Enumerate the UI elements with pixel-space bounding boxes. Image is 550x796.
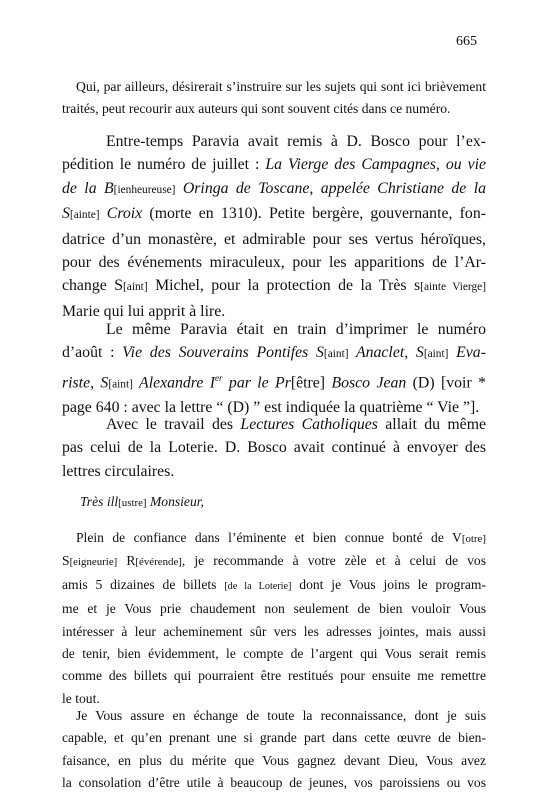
text-line: de tenir, bien évidemment, le compte de l’argent qui Vous serait remis [62, 646, 486, 662]
text-line [62, 202, 486, 227]
paragraph-loterie [62, 413, 486, 483]
text-line [62, 367, 486, 397]
intro-paragraph [62, 76, 486, 121]
editorial-expansion: [eigneurie] [69, 556, 118, 569]
text-run: amis 5 dizaines de billets [62, 576, 225, 592]
text-run: dont je Vous joins le program- [291, 576, 486, 592]
text-line: faisance, en plus du mérite que Vous gagnez devant Dieu, Vous avez [62, 752, 486, 768]
editorial-expansion: [être] [290, 374, 326, 392]
text-run: Avec le travail des [106, 416, 241, 433]
paragraph-juillet [62, 130, 486, 323]
book-title: Bosco Jean [325, 374, 407, 392]
text-line: capable, et qu’en prenant une si grande part dans cette œuvre de bien- [62, 730, 486, 746]
text-run: d’août : [62, 344, 123, 362]
page-number: 665 [456, 34, 477, 49]
book-title: Vie des Souverains Pontifes S [122, 344, 324, 362]
text-run: allait du même [377, 416, 486, 433]
editorial-expansion: [ienheureuse] [113, 183, 176, 196]
letter-salutation [80, 491, 380, 514]
text-line: Entre-temps Paravia avait remis à D. Bosco pour l’ex- [106, 133, 486, 150]
editorial-expansion: [ainte Vierge] [420, 281, 487, 294]
editorial-expansion: [otre] [461, 533, 486, 545]
text-line: le tout. [62, 690, 100, 706]
text-line: pas celui de la Loterie. D. Bosco avait continué à envoyer des [62, 439, 486, 457]
text-run: change S [62, 277, 123, 295]
editorial-expansion: [évérende] [135, 556, 182, 569]
text-line: traités, peut recourir aux auteurs qui sont souvent cités dans ce numéro. [62, 101, 451, 117]
text-line: comme des billets qui pourraient être restitués pour ensuite me remettre [62, 668, 486, 684]
text-run: (morte en 1310). Petite bergère, gouvernante, fon- [142, 205, 486, 223]
book-title: La Vierge des Campagnes, ou vie [265, 156, 486, 174]
book-title: riste, S [62, 374, 109, 392]
text-line: page 640 : avec la lettre “ (D) ” est indiquée la quatrième “ Vie ”]. [62, 399, 480, 417]
text-line [62, 413, 486, 436]
book-title: Eva- [448, 344, 486, 362]
letter-paragraph-2 [62, 705, 486, 795]
text-line: Marie qui lui apprit à lire. [62, 302, 226, 320]
text-run: pédition le numéro de juillet : [62, 156, 266, 174]
editorial-expansion: [aint] [123, 281, 148, 294]
text-run: , je recommande à votre zèle et à celui de vos [181, 553, 486, 569]
text-run: R [117, 553, 136, 569]
text-run: (D) [voir * [406, 374, 486, 392]
text-line [62, 153, 486, 176]
text-run: Michel, pour la protection de la Très s [147, 277, 421, 295]
editorial-expansion: [de la Loterie] [224, 580, 292, 592]
book-title: de la B [62, 179, 114, 197]
text-line [62, 177, 486, 202]
letter-paragraph-1 [62, 527, 486, 710]
book-title: Lectures Catholiques [240, 416, 378, 433]
text-line: datrice d’un monastère, et admirable pour ses vertus héroïques, [62, 230, 486, 248]
text-line: Qui, par ailleurs, désirerait s’instruire sur les sujets qui sont ici brièvement [76, 79, 486, 94]
text-line: intéresser à leur acheminement sûr vers les adresses jointes, mais aussi [62, 623, 486, 639]
text-line: Je Vous assure en échange de toute la reconnaissance, dont je suis [76, 708, 486, 723]
text-line [62, 274, 486, 299]
book-title: Oringa de Toscane, appelée Christiane de la [175, 179, 486, 197]
book-title: Croix [99, 205, 143, 223]
book-title: par le Pr [222, 374, 291, 392]
salutation-text: Très ill [80, 494, 119, 509]
text-run: S [62, 553, 70, 569]
book-title: S [62, 205, 70, 223]
editorial-expansion: [aint] [323, 348, 349, 361]
text-line: Le même Paravia était en train d’imprimer le numéro [106, 321, 486, 338]
editorial-expansion: [ustre] [118, 497, 147, 509]
book-title: Alexandre I [132, 374, 216, 392]
text-line [62, 341, 486, 366]
text-line [62, 550, 486, 573]
text-line: lettres circulaires. [62, 462, 175, 480]
salutation-text: Monsieur, [146, 494, 204, 509]
text-line: pour des événements miraculeux, pour les apparitions de l’Ar- [62, 254, 486, 272]
text-line: la consolation d’être utile à beaucoup de jeunes, vos paroissiens ou vos [62, 775, 486, 791]
text-line [62, 527, 486, 550]
editorial-expansion: [aint] [108, 378, 133, 391]
text-line [80, 491, 380, 514]
text-line [62, 574, 486, 598]
text-run: Plein de confiance dans l’éminente et bien connue bonté de V [76, 530, 462, 545]
superscript: er [215, 372, 223, 383]
book-title: Anaclet, S [348, 344, 424, 362]
editorial-expansion: [ainte] [69, 209, 100, 222]
editorial-expansion: [aint] [423, 348, 449, 361]
paragraph-aout [62, 318, 486, 420]
text-line: me et je Vous prie chaudement non seulement de bien vouloir Vous [62, 601, 486, 617]
